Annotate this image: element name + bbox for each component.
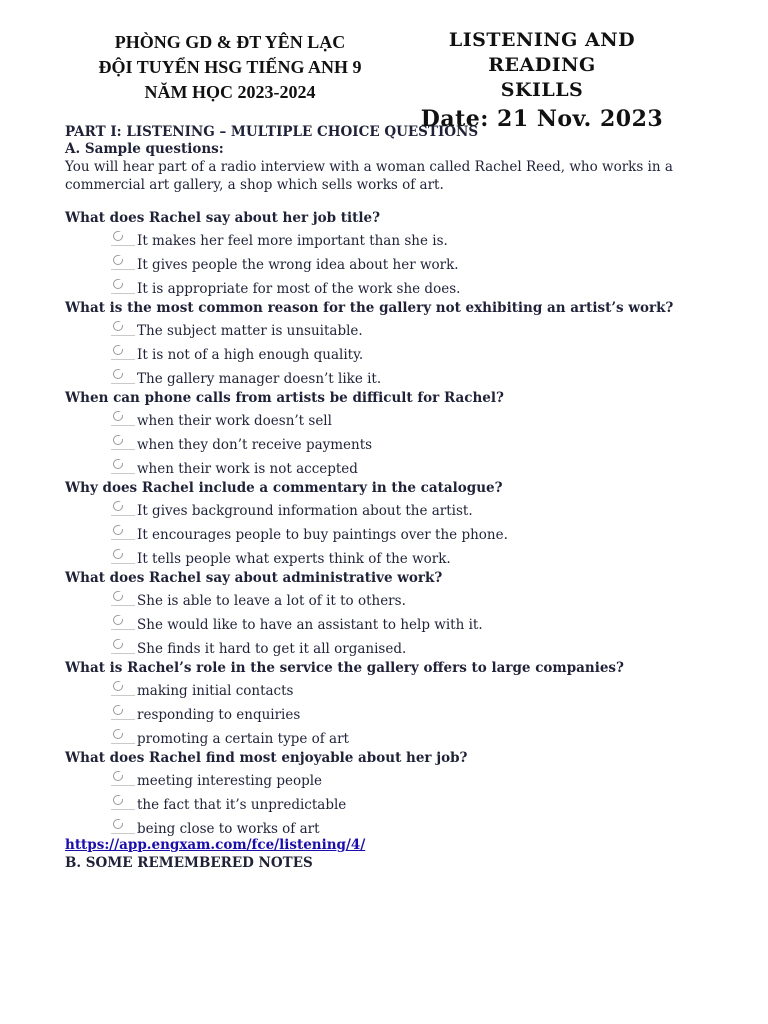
answer-underline <box>111 269 135 270</box>
answer-option[interactable] <box>65 341 705 365</box>
question-block <box>65 749 705 839</box>
answer-option[interactable] <box>65 227 705 251</box>
intro-line-1: You will hear part of a radio interview with a woman called Rachel Reed, who works in a <box>65 159 673 175</box>
answer-underline <box>111 245 135 246</box>
answer-option-label: It tells people what experts think of the work. <box>137 551 451 567</box>
answer-underline <box>111 425 135 426</box>
answer-option-label: the fact that it’s unpredictable <box>137 797 347 813</box>
radio-button-icon[interactable] <box>113 345 123 355</box>
radio-button-icon[interactable] <box>113 501 123 511</box>
answer-option[interactable] <box>65 791 705 815</box>
answer-option[interactable] <box>65 431 705 455</box>
radio-button-icon[interactable] <box>113 411 123 421</box>
title-header <box>392 28 692 134</box>
radio-button-icon[interactable] <box>113 681 123 691</box>
answer-underline <box>111 695 135 696</box>
answer-underline <box>111 383 135 384</box>
radio-button-icon[interactable] <box>113 729 123 739</box>
question-block <box>65 479 705 569</box>
answer-option[interactable] <box>65 701 705 725</box>
question-block <box>65 389 705 479</box>
source-link[interactable]: https://app.engxam.com/fce/listening/4/ <box>65 837 366 853</box>
sample-heading: A. Sample questions: <box>65 141 224 157</box>
answer-option[interactable] <box>65 767 705 791</box>
answer-underline <box>111 809 135 810</box>
answer-option[interactable] <box>65 365 705 389</box>
school-header <box>80 30 380 105</box>
question-block <box>65 569 705 659</box>
answer-option[interactable] <box>65 317 705 341</box>
question-block <box>65 659 705 749</box>
answer-option-label: It is appropriate for most of the work she does. <box>137 281 461 297</box>
answer-option[interactable] <box>65 497 705 521</box>
answer-option[interactable] <box>65 587 705 611</box>
radio-button-icon[interactable] <box>113 459 123 469</box>
answer-option-label: promoting a certain type of art <box>137 731 349 747</box>
answer-option[interactable] <box>65 677 705 701</box>
answer-option-label: The subject matter is unsuitable. <box>137 323 363 339</box>
question-text: Why does Rachel include a commentary in the catalogue? <box>65 480 503 496</box>
doc-title-line-2: SKILLS <box>500 79 584 101</box>
radio-button-icon[interactable] <box>113 591 123 601</box>
question-list <box>65 209 705 839</box>
answer-option[interactable] <box>65 635 705 659</box>
answer-option-label: making initial contacts <box>137 683 294 699</box>
radio-button-icon[interactable] <box>113 615 123 625</box>
answer-underline <box>111 785 135 786</box>
answer-underline <box>111 515 135 516</box>
radio-button-icon[interactable] <box>113 231 123 241</box>
document-body <box>65 122 705 872</box>
answer-option[interactable] <box>65 815 705 839</box>
question-text: What does Rachel say about her job title? <box>65 210 381 226</box>
radio-button-icon[interactable] <box>113 639 123 649</box>
radio-button-icon[interactable] <box>113 321 123 331</box>
answer-option[interactable] <box>65 407 705 431</box>
answer-underline <box>111 449 135 450</box>
answer-option-label: being close to works of art <box>137 821 320 837</box>
question-block <box>65 299 705 389</box>
question-block <box>65 209 705 299</box>
question-text: What does Rachel say about administrative work? <box>65 570 443 586</box>
part-title: PART I: LISTENING – MULTIPLE CHOICE QUESTIONS <box>65 124 479 140</box>
radio-button-icon[interactable] <box>113 525 123 535</box>
question-text: What is Rachel’s role in the service the gallery offers to large companies? <box>65 660 624 676</box>
radio-button-icon[interactable] <box>113 255 123 265</box>
answer-underline <box>111 605 135 606</box>
answer-option[interactable] <box>65 251 705 275</box>
spacer <box>65 194 705 209</box>
answer-option-label: when they don’t receive payments <box>137 437 373 453</box>
radio-button-icon[interactable] <box>113 435 123 445</box>
answer-option[interactable] <box>65 725 705 749</box>
question-text: When can phone calls from artists be difficult for Rachel? <box>65 390 504 406</box>
radio-button-icon[interactable] <box>113 549 123 559</box>
answer-option[interactable] <box>65 275 705 299</box>
section-b-heading: B. SOME REMEMBERED NOTES <box>65 855 313 871</box>
header-line-2: ĐỘI TUYỂN HSG TIẾNG ANH 9 <box>98 57 362 77</box>
answer-option-label: It gives background information about the artist. <box>137 503 473 519</box>
answer-underline <box>111 293 135 294</box>
answer-underline <box>111 653 135 654</box>
radio-button-icon[interactable] <box>113 771 123 781</box>
answer-option-label: meeting interesting people <box>137 773 323 789</box>
answer-underline <box>111 359 135 360</box>
answer-option-label: She would like to have an assistant to help with it. <box>137 617 483 633</box>
answer-option-label: when their work doesn’t sell <box>137 413 332 429</box>
answer-option[interactable] <box>65 455 705 479</box>
header-line-1: PHÒNG GD & ĐT YÊN LẠC <box>114 32 346 52</box>
answer-underline <box>111 563 135 564</box>
answer-option[interactable] <box>65 521 705 545</box>
answer-option-label: It encourages people to buy paintings over the phone. <box>137 527 508 543</box>
radio-button-icon[interactable] <box>113 705 123 715</box>
radio-button-icon[interactable] <box>113 369 123 379</box>
doc-date: Date: 21 Nov. 2023 <box>420 106 664 132</box>
answer-option-label: She is able to leave a lot of it to others. <box>137 593 406 609</box>
radio-button-icon[interactable] <box>113 795 123 805</box>
answer-option[interactable] <box>65 545 705 569</box>
answer-option[interactable] <box>65 611 705 635</box>
answer-option-label: She finds it hard to get it all organised. <box>137 641 407 657</box>
answer-option-label: It makes her feel more important than she is. <box>137 233 448 249</box>
answer-option-label: It is not of a high enough quality. <box>137 347 364 363</box>
answer-option-label: The gallery manager doesn’t like it. <box>137 371 382 387</box>
header-line-3: NĂM HỌC 2023-2024 <box>144 82 316 102</box>
answer-option-label: responding to enquiries <box>137 707 301 723</box>
intro-line-2: commercial art gallery, a shop which sells works of art. <box>65 177 444 193</box>
question-text: What does Rachel find most enjoyable about her job? <box>65 750 468 766</box>
answer-option-label: when their work is not accepted <box>137 461 358 477</box>
answer-underline <box>111 335 135 336</box>
answer-underline <box>111 629 135 630</box>
doc-title-line-1: LISTENING AND READING <box>448 29 636 76</box>
radio-button-icon[interactable] <box>113 279 123 289</box>
answer-underline <box>111 743 135 744</box>
answer-option-label: It gives people the wrong idea about her work. <box>137 257 459 273</box>
radio-button-icon[interactable] <box>113 819 123 829</box>
answer-underline <box>111 719 135 720</box>
answer-underline <box>111 539 135 540</box>
answer-underline <box>111 473 135 474</box>
question-text: What is the most common reason for the gallery not exhibiting an artist’s work? <box>65 300 674 316</box>
answer-underline <box>111 833 135 834</box>
